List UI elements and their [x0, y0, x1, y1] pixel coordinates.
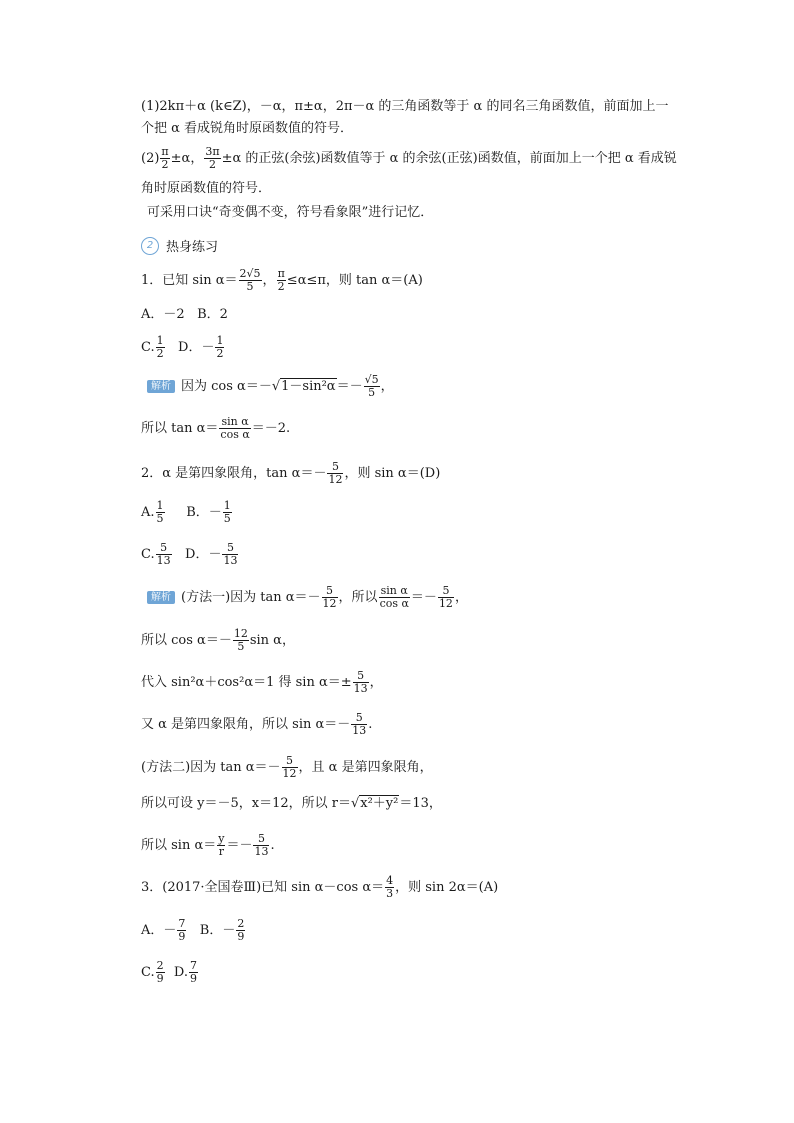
- intro-paragraph-2: [141, 146, 677, 171]
- option-c: [141, 959, 166, 985]
- solution-badge: 解析: [147, 380, 175, 393]
- text: 所以 cos α＝－: [141, 633, 232, 648]
- numerator: 2: [237, 917, 245, 930]
- denominator: 9: [156, 972, 164, 985]
- fraction: [160, 146, 169, 171]
- fraction: [385, 875, 394, 900]
- text: B．－: [199, 923, 236, 938]
- intro-paragraph-3: 可采用口诀“奇变偶不变，符号看象限”进行记忆．: [147, 205, 434, 220]
- text: 3．(2017·全国卷Ⅲ)已知 sin α－cos α＝: [141, 880, 385, 895]
- question-2-solution-2: [141, 628, 295, 653]
- text: ，则 sin 2α＝(A): [395, 880, 499, 895]
- numerator: 5: [282, 755, 298, 768]
- text: ，则 sin α＝(D): [344, 466, 441, 481]
- numerator: 5: [253, 833, 269, 846]
- question-2-options-ab: [141, 500, 233, 525]
- text: 所以 sin α＝: [141, 838, 217, 853]
- fraction: [189, 960, 198, 985]
- numerator: 5: [222, 542, 238, 555]
- text: B．－: [186, 505, 222, 520]
- fraction: [156, 500, 165, 525]
- question-1-solution-2: [141, 416, 290, 441]
- numerator: y: [218, 832, 225, 845]
- number-2-icon: 2: [141, 237, 159, 255]
- question-3-options-ab: [141, 918, 246, 943]
- solution-badge: 解析: [147, 591, 175, 604]
- text: ≤α≤π，则 tan α＝(A): [286, 273, 423, 288]
- fraction: [351, 712, 367, 737]
- text: .: [270, 838, 275, 853]
- fraction: [322, 585, 338, 610]
- numerator: 1: [223, 499, 231, 512]
- denominator: 13: [156, 554, 171, 567]
- fraction: [282, 755, 298, 780]
- text: D．－: [185, 547, 222, 562]
- denominator: 5: [223, 512, 231, 525]
- intro-paragraph-1: (1)2kπ＋α (k∈Z)，－α，π±α，2π－α 的三角函数等于 α 的同名三角函数值，前面加上一: [141, 99, 669, 114]
- numerator: 1: [156, 334, 164, 347]
- text: D．－: [178, 340, 215, 355]
- question-2-solution-1: [147, 585, 468, 610]
- option-d: [178, 334, 225, 360]
- numerator: sin α: [219, 416, 250, 429]
- text: ±α 的正弦(余弦)函数值等于 α 的余弦(正弦)函数值，前面加上一个把 α 看成锐: [221, 151, 677, 166]
- fraction: [236, 918, 245, 943]
- fraction: [219, 416, 250, 441]
- numerator: 1: [156, 499, 164, 512]
- denominator: 5: [246, 280, 254, 293]
- fraction: [223, 500, 232, 525]
- text: A.: [141, 505, 155, 520]
- denominator: 2: [277, 280, 285, 293]
- fraction: [239, 268, 262, 293]
- question-2-solution-5: [141, 755, 433, 780]
- denominator: 13: [223, 554, 238, 567]
- numerator: √5: [364, 373, 379, 386]
- denominator: 12: [328, 473, 343, 486]
- text: ＝－2.: [251, 421, 291, 436]
- text: (方法二)因为 tan α＝－: [141, 760, 281, 775]
- text: 代入 sin²α＋cos²α＝1 得 sin α＝±: [141, 675, 352, 690]
- numerator: π: [161, 145, 169, 158]
- text: 因为 cos α＝－: [181, 379, 272, 394]
- fraction: [327, 461, 343, 486]
- text: 又 α 是第四象限角，所以 sin α＝－: [141, 717, 351, 732]
- denominator: 2: [161, 158, 169, 171]
- text: C.: [141, 547, 155, 562]
- text: ＝13，: [399, 796, 442, 811]
- text: 1．已知 sin α＝: [141, 273, 238, 288]
- denominator: 2: [216, 347, 224, 360]
- option-d: [185, 541, 239, 567]
- question-1-solution-1: 解析 因为 cos α＝－√1－sin²α＝－ $\frac{√5}{5}$ ，: [147, 374, 394, 399]
- fraction: [222, 542, 238, 567]
- option-b: [186, 499, 233, 525]
- fraction: [253, 833, 269, 858]
- denominator: 13: [254, 845, 269, 858]
- denominator: 5: [156, 512, 164, 525]
- text: C.: [141, 965, 155, 980]
- numerator: 5: [438, 585, 454, 598]
- fraction: [277, 268, 286, 293]
- option-a: [141, 917, 187, 943]
- fraction: [156, 335, 165, 360]
- denominator: 12: [282, 767, 297, 780]
- question-2-stem: [141, 461, 440, 486]
- fraction: [156, 960, 165, 985]
- denominator: 12: [322, 597, 337, 610]
- numerator: 5: [351, 712, 367, 725]
- sqrt: 1－sin²α: [281, 379, 336, 394]
- text: C.: [141, 340, 155, 355]
- question-3-options-cd: [141, 960, 199, 985]
- text: .: [368, 717, 373, 732]
- question-1-options-ab: [141, 306, 228, 324]
- numerator: π: [277, 267, 285, 280]
- text: (2): [141, 151, 160, 166]
- question-2-solution-4: [141, 712, 372, 737]
- fraction: [156, 542, 172, 567]
- text: ，: [369, 675, 383, 690]
- denominator: cos α: [220, 428, 250, 441]
- text: ，: [380, 379, 394, 394]
- option-a: [141, 499, 166, 525]
- question-2-solution-3: [141, 670, 383, 695]
- denominator: 2: [156, 347, 164, 360]
- sqrt: x²＋y²: [360, 796, 399, 811]
- text: 所以 tan α＝: [141, 421, 219, 436]
- text: (方法一)因为 tan α＝－: [181, 590, 321, 605]
- fraction: [364, 374, 380, 399]
- denominator: 13: [352, 724, 367, 737]
- question-3-stem: [141, 875, 498, 900]
- text: 2．α 是第四象限角，tan α＝－: [141, 466, 327, 481]
- intro-paragraph-2-cont: 角时原函数值的符号．: [141, 181, 272, 196]
- denominator: cos α: [379, 597, 409, 610]
- question-1-stem: [141, 268, 423, 293]
- numerator: 7: [178, 917, 186, 930]
- denominator: 2: [208, 158, 216, 171]
- option-c: [141, 541, 173, 567]
- fraction: [353, 670, 369, 695]
- denominator: 5: [368, 386, 376, 399]
- fraction: [215, 335, 224, 360]
- denominator: 13: [353, 682, 368, 695]
- section-heading: [141, 236, 218, 255]
- option-b: B．2: [197, 307, 228, 322]
- denominator: 12: [438, 597, 453, 610]
- section-label: 热身练习: [166, 240, 219, 255]
- numerator: 5: [322, 585, 338, 598]
- numerator: 5: [156, 542, 172, 555]
- denominator: 9: [178, 930, 186, 943]
- text: ，所以: [338, 590, 378, 605]
- numerator: 7: [189, 959, 197, 972]
- fraction: [177, 918, 186, 943]
- numerator: 12: [233, 627, 248, 640]
- option-a: A．－2: [141, 307, 185, 322]
- text: ，且 α 是第四象限角，: [298, 760, 433, 775]
- intro-paragraph-1-cont: 个把 α 看成锐角时原函数值的符号．: [141, 121, 354, 136]
- question-2-solution-7: [141, 833, 275, 858]
- option-b: [199, 917, 247, 943]
- fraction: [217, 833, 225, 858]
- numerator: sin α: [379, 585, 410, 598]
- numerator: 1: [216, 334, 224, 347]
- text: A．－: [141, 923, 177, 938]
- numerator: 4: [386, 874, 394, 887]
- denominator: 9: [237, 930, 245, 943]
- text: ＝－: [410, 590, 437, 605]
- denominator: 9: [189, 972, 197, 985]
- denominator: 5: [237, 640, 245, 653]
- question-2-options-cd: [141, 542, 239, 567]
- option-d: [173, 959, 199, 985]
- fraction: [438, 585, 454, 610]
- numerator: 3π: [205, 145, 220, 158]
- text: ±α，: [170, 151, 204, 166]
- text: 所以可设 y＝－5，x＝12，所以 r＝: [141, 796, 351, 811]
- fraction: [379, 585, 410, 610]
- text: ＝－: [336, 379, 363, 394]
- text: ，: [262, 273, 276, 288]
- numerator: 2√5: [239, 267, 261, 280]
- fraction: [204, 146, 220, 171]
- question-2-solution-6: 所以可设 y＝－5，x＝12，所以 r＝√x²＋y²＝13，: [141, 796, 442, 811]
- option-c: [141, 334, 166, 360]
- denominator: r: [218, 845, 224, 858]
- numerator: 5: [353, 670, 369, 683]
- text: sin α，: [249, 633, 295, 648]
- fraction: [233, 628, 249, 653]
- question-1-options-cd: [141, 335, 225, 360]
- text: D.: [173, 965, 188, 980]
- numerator: 2: [156, 959, 164, 972]
- numerator: 5: [327, 461, 343, 474]
- text: ，: [454, 590, 468, 605]
- text: ＝－: [226, 838, 253, 853]
- denominator: 3: [386, 887, 394, 900]
